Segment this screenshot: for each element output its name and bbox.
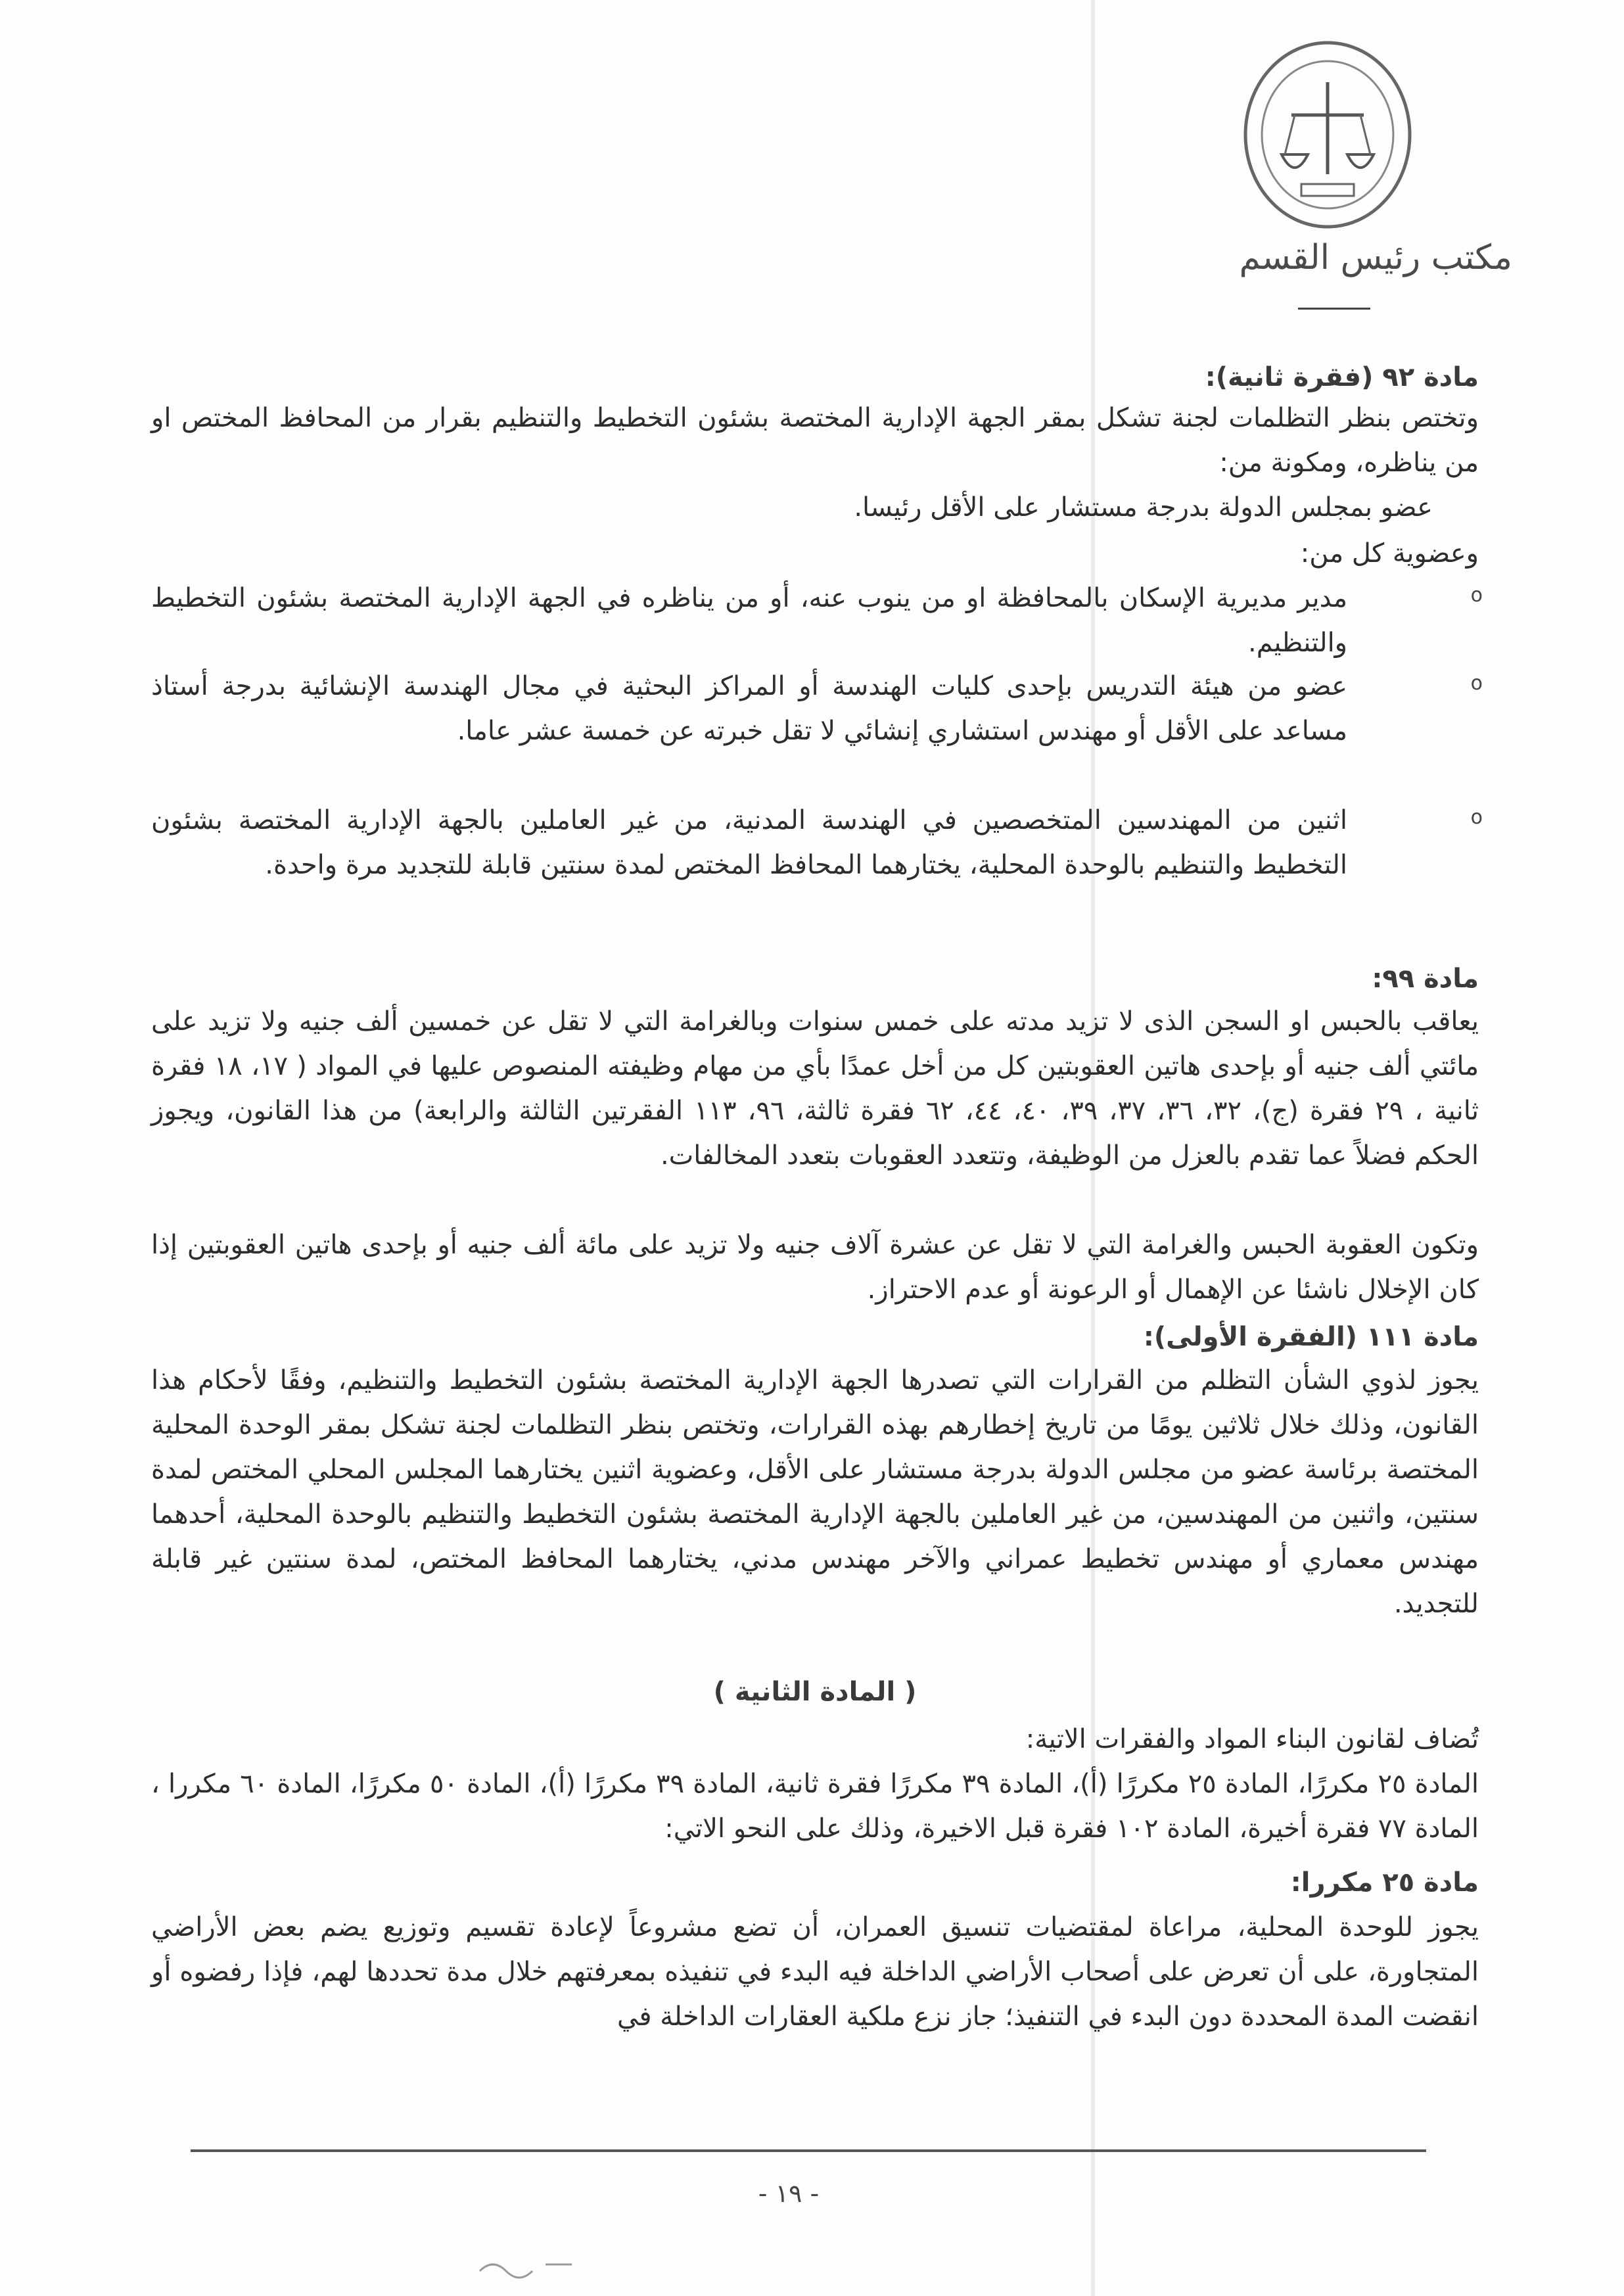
office-underline — [1298, 308, 1370, 310]
page-number: - ١٩ - — [758, 2179, 820, 2208]
art92-bullet-1: مدير مديرية الإسكان بالمحافظة او من ينوب عنه، أو من يناظره في الجهة الإدارية المختصة بشئون التخطيط والتنظيم. — [151, 583, 1347, 658]
art99-heading: مادة ٩٩: — [1372, 964, 1479, 994]
art25bis-p1: يجوز للوحدة المحلية، مراعاة لمقتضيات تنسيق العمران، أن تضع مشروعاً لإعادة تقسيم وتوزيع يضم بعض الأراضي المتجاورة، على أن تعرض على أصحاب الأراضي الداخلة فيه البدء في تنفيذه بمعرفتهم خلال مدة تحددها لهم، فإذا رفضوه أو انقضت المدة المحددة دون البدء في التنفيذ؛ جاز نزع ملكية العقارات الداخلة في — [151, 1912, 1479, 2032]
art92-chair: عضو بمجلس الدولة بدرجة مستشار على الأقل رئيسا. — [854, 492, 1433, 523]
art92-heading: مادة ٩٢ (فقرة ثانية): — [1205, 362, 1479, 392]
office-title: مكتب رئيس القسم — [1239, 238, 1512, 277]
bullet-icon: o — [1470, 584, 1483, 607]
second-article-p1: تُضاف لقانون البناء المواد والفقرات الاتية: — [1025, 1724, 1479, 1754]
court-seal-icon — [1229, 36, 1426, 233]
art111-heading: مادة ١١١ (الفقرة الأولى): — [1143, 1322, 1479, 1352]
art25bis-heading: مادة ٢٥ مكررا: — [1290, 1867, 1479, 1898]
second-article-p2: المادة ٢٥ مكررًا، المادة ٢٥ مكررًا (أ)، المادة ٣٩ مكررًا فقرة ثانية، المادة ٣٩ مكررًا (أ)، المادة ٥٠ مكررًا، المادة ٦٠ مكررا ، المادة ٧٧ فقرة أخيرة، المادة ١٠٢ فقرة قبل الاخيرة، وذلك على النحو الاتي: — [151, 1769, 1479, 1844]
art92-bullet-3: اثنين من المهندسين المتخصصين في الهندسة المدنية، من غير العاملين بالجهة الإدارية المختصة بشئون التخطيط والتنظيم بالوحدة المحلية، يختارهما المحافظ المختص لمدة سنتين قابلة للتجديد مرة واحدة. — [151, 805, 1347, 880]
art111-p1: يجوز لذوي الشأن التظلم من القرارات التي تصدرها الجهة الإدارية المختصة بشئون التخطيط والتنظيم، وفقًا لأحكام هذا القانون، وذلك خلال ثلاثين يومًا من تاريخ إخطارهم بهذه القرارات، وتختص بنظر التظلمات لجنة تشكل بمقر الوحدة المحلية المختصة برئاسة عضو من مجلس الدولة بدرجة مستشار على الأقل، وعضوية اثنين يختارهما المجلس المحلي المختص لمدة سنتين، واثنين من المهندسين، من غير العاملين بالجهة الإدارية المختصة بشئون التخطيط والتنظيم بالوحدة المحلية، أحدهما مهندس معماري أو مهندس تخطيط عمراني والآخر مهندس مدني، يختارهما المحافظ المختص، لمدة سنتين غير قابلة للتجديد. — [151, 1365, 1479, 1619]
bullet-icon: o — [1470, 672, 1483, 695]
art99-p2: وتكون العقوبة الحبس والغرامة التي لا تقل عن عشرة آلاف جنيه ولا تزيد على مائة ألف جنيه أو بإحدى هاتين العقوبتين إذا كان الإخلال ناشئا عن الإهمال أو الرعونة أو عدم الاحتراز. — [151, 1230, 1479, 1305]
art92-intro: وتختص بنظر التظلمات لجنة تشكل بمقر الجهة الإدارية المختصة بشئون التخطيط والتنظيم بقرار من المحافظ المختص او من يناظره، ومكونة من: — [151, 403, 1479, 478]
footer-rule — [191, 2149, 1426, 2152]
bullet-icon: o — [1470, 806, 1483, 829]
art99-p1: يعاقب بالحبس او السجن الذى لا تزيد مدته على خمس سنوات وبالغرامة التي لا تقل عن خمسين ألف جنيه ولا تزيد على مائتي ألف جنيه أو بإحدى هاتين العقوبتين كل من أخل عمدًا بأي من مهام وظيفته المنصوص عليها في المواد ( ١٧، ١٨ فقرة ثانية ، ٢٩ فقرة (ج)، ٣٢، ٣٦، ٣٧، ٣٩، ٤٠، ٤٤، ٦٢ فقرة ثالثة، ٩٦، ١١٣ الفقرتين الثالثة والرابعة) من هذا القانون، ويجوز الحكم فضلاً عما تقدم بالعزل من الوظيفة، وتتعدد العقوبات بتعدد المخالفات. — [151, 1006, 1479, 1171]
scan-noise-mark — [473, 2245, 578, 2284]
art92-members-intro: وعضوية كل من: — [1300, 538, 1479, 569]
second-article-heading: ( المادة الثانية ) — [713, 1677, 917, 1707]
art92-bullet-2: عضو من هيئة التدريس بإحدى كليات الهندسة أو المراكز البحثية في مجال الهندسة الإنشائية بدرجة أستاذ مساعد على الأقل أو مهندس استشاري إنشائي لا تقل خبرته عن خمسة عشر عاما. — [151, 671, 1347, 746]
